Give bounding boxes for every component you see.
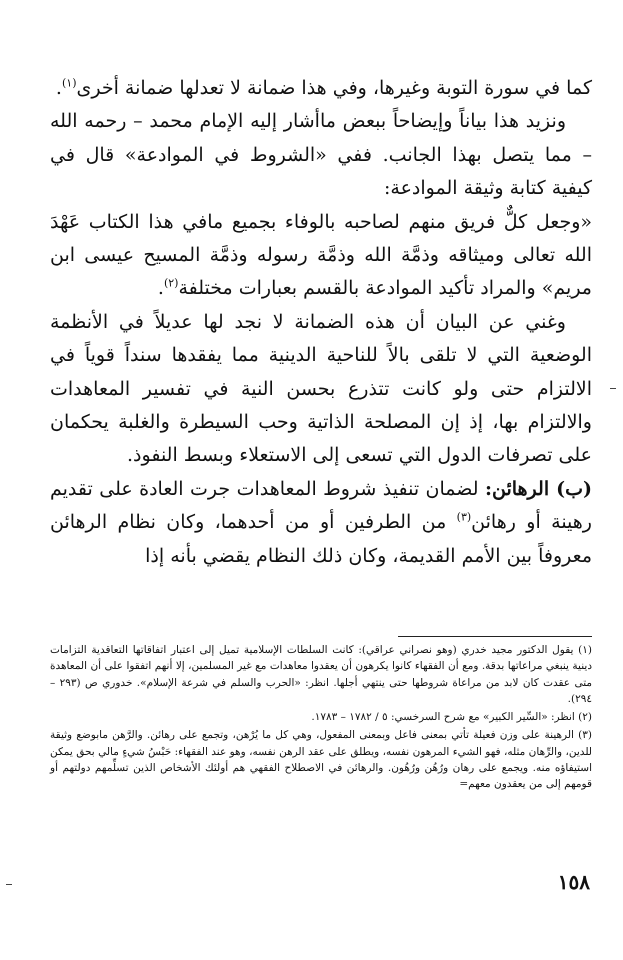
footnote-2-number: (٢) [578,711,592,724]
paragraph-1-end: . [55,77,62,99]
footnote-ref-1[interactable]: (١) [61,76,77,90]
paragraph-3-quote [50,206,592,306]
paragraph-4: وغني عن البيان أن هذه الضمانة لا نجد لها عديلاً في الأنظمة الوضعية التي لا تلقى بالاً للناحية الدينية مما يفقدها سنداً قوياً في الالتزام حتى ولو كانت تتذرع بحسن النية في تفسير المعاهدات والالتزام بها، إذ إن المصلحة الذاتية وحب السيطرة والغلبة يحكمان على تصرفات الدول التي تسعى إلى الاستعلاء وبسط النفوذ. [50,310,592,467]
paragraph-2: ونزيد هذا بياناً وإيضاحاً ببعض ماأشار إليه الإمام محمد – رحمه الله – مما يتصل بهذا الجانب. ففي «الشروط في الموادعة» قال في كيفية كتابة وثيقة الموادعة: [50,110,592,200]
footnote-2-text: انظر: «السِّير الكبير» مع شرح السرخسي: ٥ / ١٧٨٢ – ١٧٨٣. [311,711,575,724]
paragraph-1-text: كما في سورة التوبة وغيرها، وفي هذا ضمانة لا تعدلها ضمانة أخرى [76,77,592,99]
footnote-ref-2[interactable]: (٢) [163,277,179,291]
footnote-1-number: (١) [578,644,592,656]
section-heading-hostages: (ب) الرهائن: [484,477,592,500]
main-text [50,72,592,573]
footnote-1 [50,642,592,707]
footnote-3-number: (٣) [578,729,592,742]
page-number: ١٥٨ [557,870,590,894]
scan-edge-mark [6,884,12,885]
footnote-1-text: يقول الدكتور مجيد خدري (وهو نصراني عراقي): كانت السلطات الإسلامية تميل إلى اعتبار اتفاقاتها التعاقدية التزامات دينية ينبغي مراعاتها بدقة. ومع أن الفقهاء كانوا يكرهون أن يعقدوا معاهدات مع غير المسلمين، إلا أنهم اتفقوا على أن المعاهدة متى عقدت كان لابد من مراعاة شروطها حتى ينتهي أجلها. انظر: «الحرب والسلم في شرعة الإسلام». خدوري ص (٢٩٣ – ٢٩٤). [50,644,592,705]
scan-edge-mark [610,388,616,389]
footnote-2 [50,709,592,725]
paragraph-1 [50,72,592,105]
paragraph-5-text-b: من الطرفين أو من أحدهما، وكان نظام الرهائن معروفاً بين الأمم القديمة، وكان ذلك النظام يقضي بأنه إذا [50,511,592,567]
footnote-divider [398,636,592,637]
paragraph-3-end: . [157,277,164,300]
footnotes [50,642,592,795]
footnote-3 [50,727,592,792]
paragraph-5-text-a: لضمان تنفيذ شروط المعاهدات جرت العادة على تقديم رهينة أو رهائن [50,477,592,534]
paragraph-5 [50,473,592,573]
paragraph-3-text: «وجعل كلٌّ فريق منهم لصاحبه بالوفاء بجميع مافي هذا الكتاب عَهْدَ الله تعالى وميثاقه وذمَّة الله وذمَّة رسوله وذمَّة المسيح عيسى ابن مريم» والمراد تأكيد الموادعة بالقسم بعبارات مختلفة [50,210,592,300]
footnote-3-text: الرهينة على وزن فعيلة تأتي بمعنى فاعل وبمعنى المفعول، وهي كل ما يُرْهن، وتجمع على رهائن. والرَّهن مابوضع وثيقة للدين، والرِّهان مثله، فهو الشيء المرهون نفسه، ويطلق على عقد الرهن نفسه، وهو عند الفقهاء: حَبْسُ شيءٍ مالي بحق يمكن استيفاؤه منه. ويجمع على رهان ورُهُن ورُهُون. والرهائن في الاصطلاح الفقهي هم أولئك الأشخاص الذين تسلِّمهم دولتهم أو قومهم إلى من يعقدون معهم= [50,729,592,791]
footnote-ref-3[interactable]: (٣) [456,510,472,524]
